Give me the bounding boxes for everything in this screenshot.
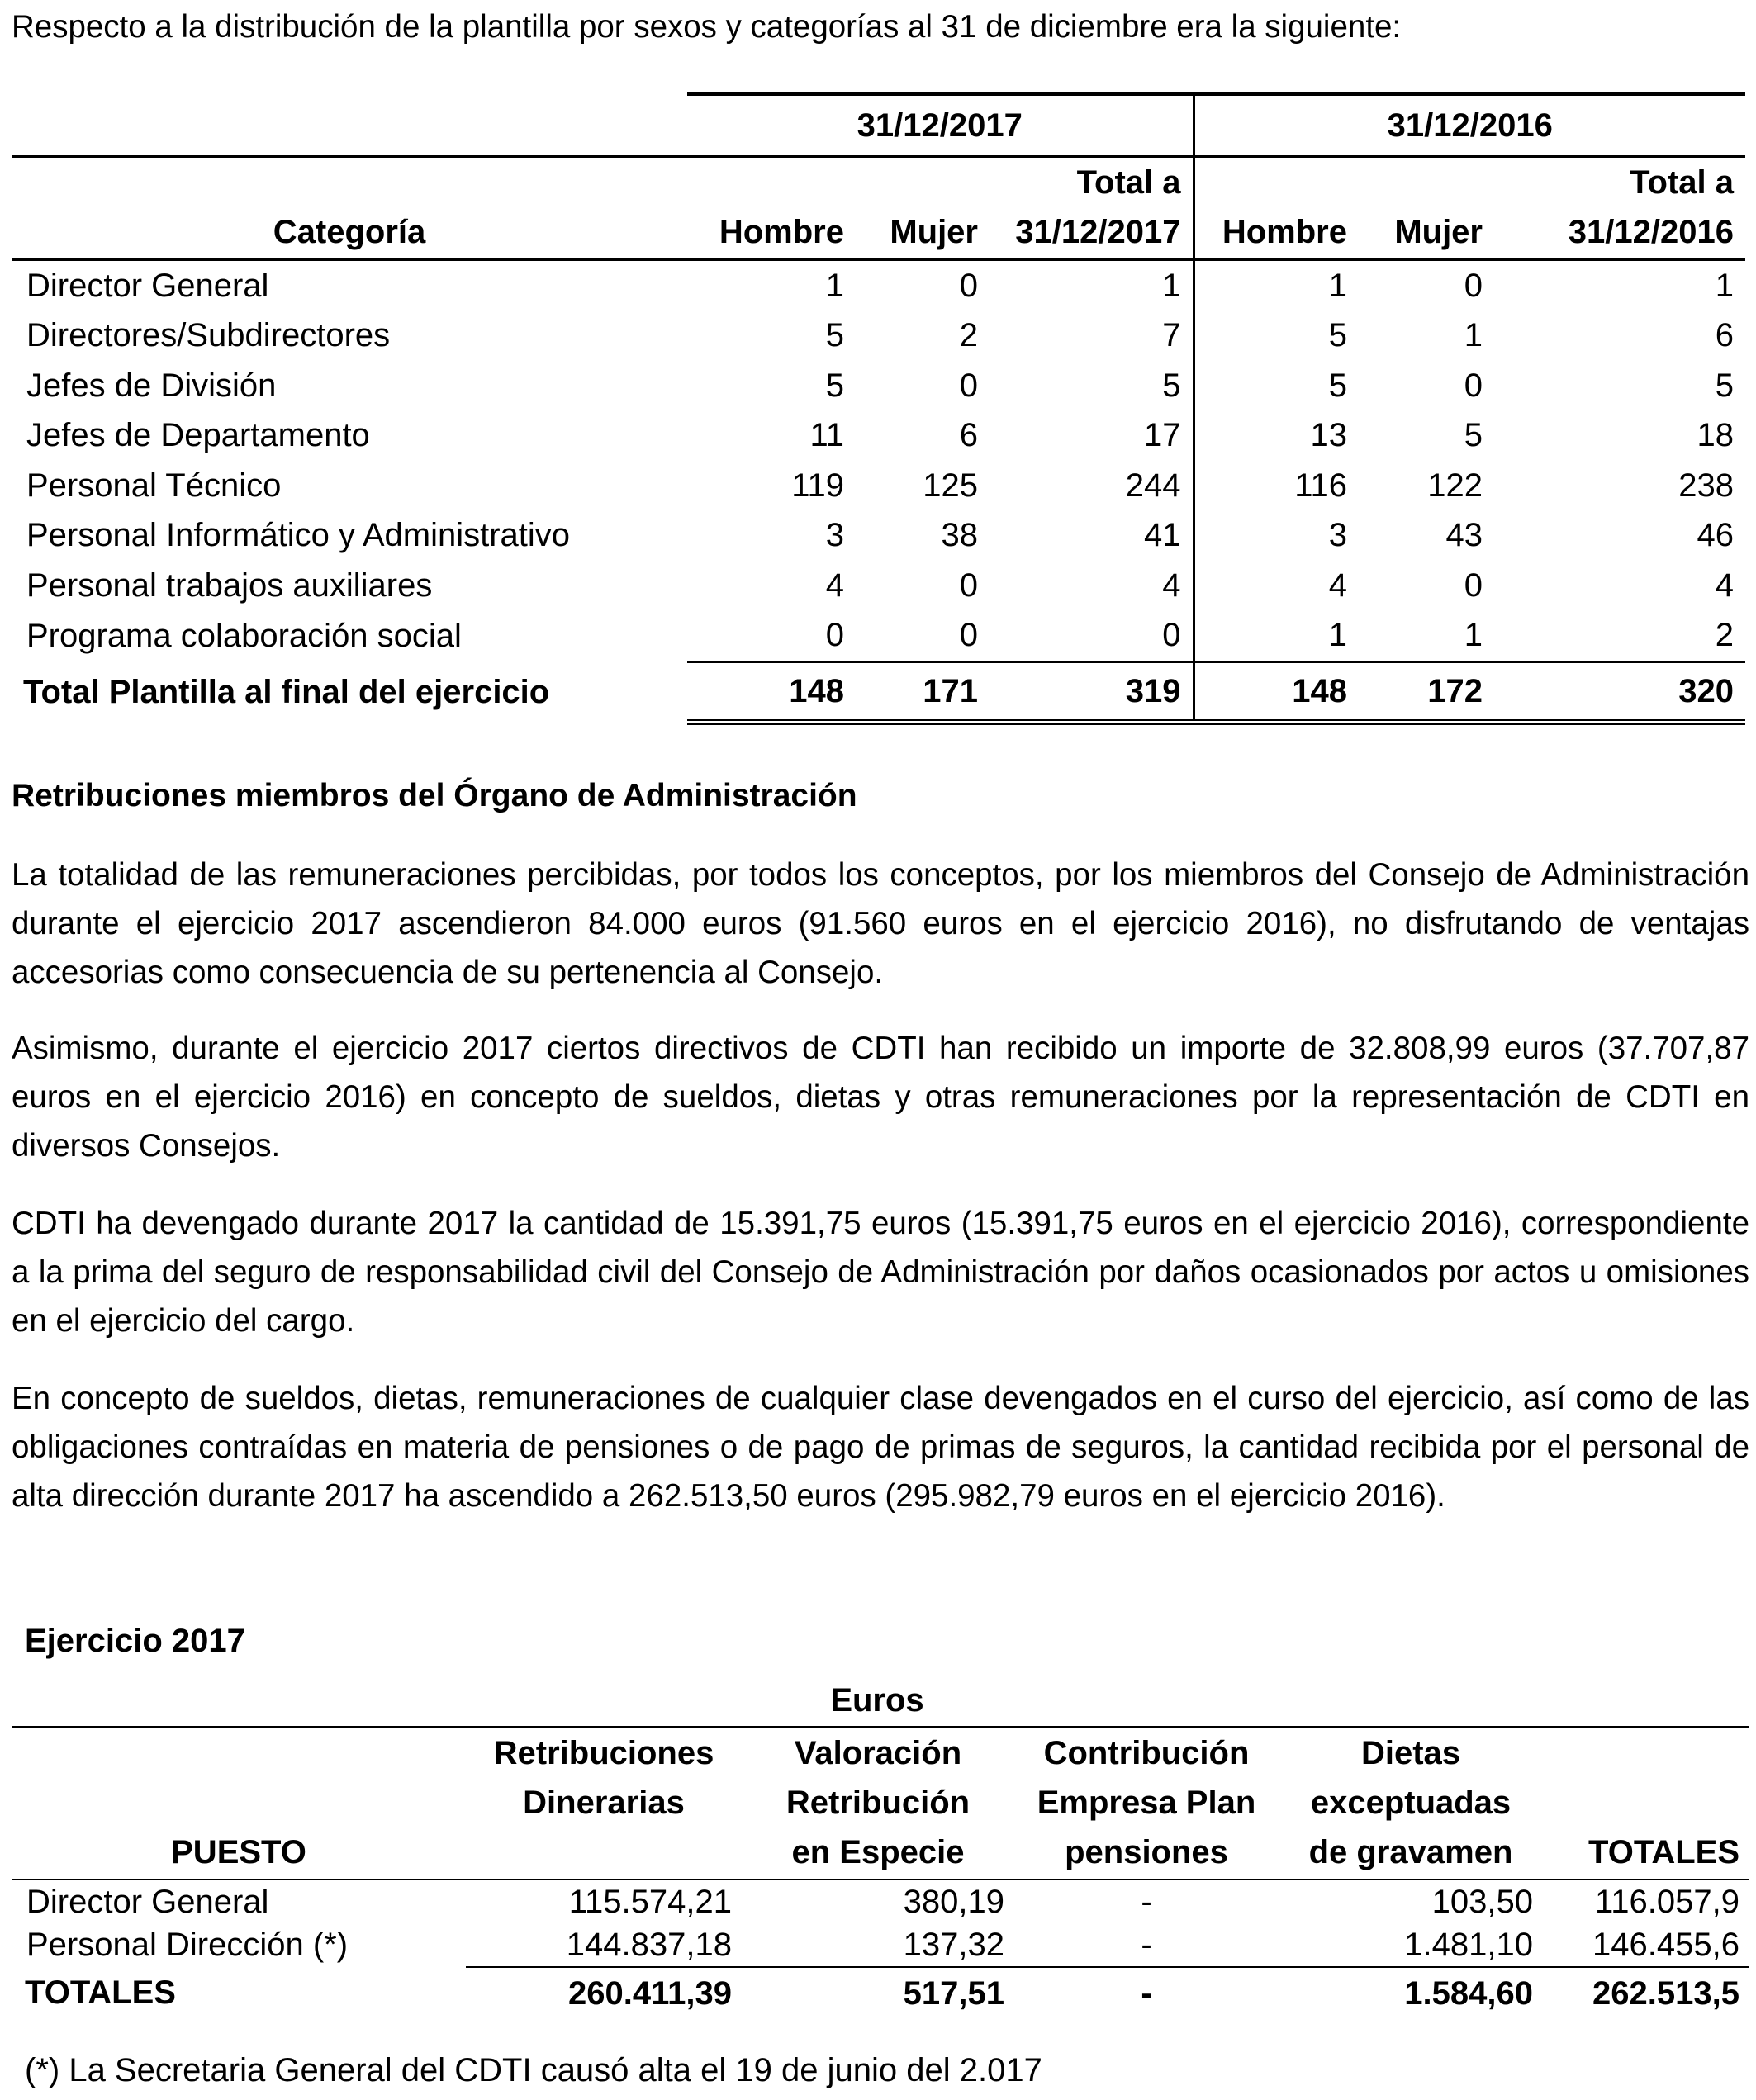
hombre-2017-header: Hombre	[687, 157, 856, 260]
ejercicio-title: Ejercicio 2017	[25, 1623, 245, 1659]
mujer-2017-header: Mujer	[856, 157, 990, 260]
puesto-header: PUESTO	[12, 1728, 466, 1880]
table-row: Director General 115.574,21 380,19 - 103,50 116.057,9	[26, 1883, 1739, 1920]
paragraph-1: La totalidad de las remuneraciones percibidas, por todos los conceptos, por los miembros del Consejo de Administración durante el ejercicio 2017 ascendieron 84.000 euros (91.560 euros en el ejercicio 2016), no disfrutando de ventajas accesorias como consecuencia de su pertenencia al Consejo.	[12, 857, 1749, 990]
year-header-row	[12, 94, 1745, 157]
section-title: Retribuciones miembros del Órgano de Administración	[12, 778, 857, 813]
total-row: Total Plantilla al final del ejercicio 148 171 319 148 172 320	[12, 662, 1745, 723]
staff-distribution-table	[12, 92, 1745, 725]
intro-text: Respecto a la distribución de la plantilla por sexos y categorías al 31 de diciembre era la siguiente:	[12, 9, 1402, 45]
euros-label: Euros	[12, 1675, 1749, 1728]
footnote: (*) La Secretaria General del CDTI causó alta el 19 de junio del 2.017	[25, 2052, 1042, 2088]
hombre-2016-header: Hombre	[1194, 157, 1359, 260]
paragraph-4: En concepto de sueldos, dietas, remuneraciones de cualquier clase devengados en el curso del ejercicio, así como de las obligaciones contraídas en materia de pensiones o de pago de primas de seguros, la cantidad recibida por el personal de alta dirección durante 2017 ha ascendido a 262.513,50 euros (295.982,79 euros en el ejercicio 2016).	[12, 1381, 1749, 1514]
totales-row: TOTALES 260.411,39 517,51 - 1.584,60 262.513,5	[25, 1974, 1739, 2012]
paragraph-3: CDTI ha devengado durante 2017 la cantidad de 15.391,75 euros (15.391,75 euros en el ejercicio 2016), correspondiente a la prima del seguro de responsabilidad civil del Consejo de Administración por daños ocasionados por actos u omisiones en el ejercicio del cargo.	[12, 1206, 1749, 1339]
paragraph-2: Asimismo, durante el ejercicio 2017 ciertos directivos de CDTI han recibido un importe de 32.808,99 euros (37.707,87 euros en el ejercicio 2016) en concepto de sueldos, dietas y otras remuneraciones por la representación de CDTI en diversos Consejos.	[12, 1031, 1749, 1164]
table-row: Personal trabajos auxiliares 4 0 4 4 0 4	[12, 561, 1745, 611]
euros-header-row	[12, 1675, 1749, 1728]
year-2017-header: 31/12/2017	[687, 94, 1194, 157]
retribuciones-header: Retribuciones Dinerarias	[466, 1728, 742, 1880]
table-row: Personal Técnico 119 125 244 116 122 238	[12, 461, 1745, 511]
management-pay-table	[12, 1675, 1749, 2019]
table-row: Jefes de Departamento 11 6 17 13 5 18	[12, 411, 1745, 462]
pay-column-header-row	[12, 1728, 1749, 1880]
valoracion-header: Valoración Retribución en Especie	[742, 1728, 1014, 1880]
table-row: Personal Dirección (*) 144.837,18 137,32 - 1.481,10 146.455,6	[12, 1923, 1749, 1967]
table-row: Directores/Subdirectores 5 2 7 5 1 6	[12, 311, 1745, 362]
contribucion-header: Contribución Empresa Plan pensiones	[1014, 1728, 1279, 1880]
table-row: Jefes de División 5 0 5 5 0 5	[12, 361, 1745, 411]
year-2016-header: 31/12/2016	[1194, 94, 1745, 157]
dietas-header: Dietas exceptuadas de gravamen	[1279, 1728, 1543, 1880]
table-row: Director General 1 0 1 1 0 1	[12, 260, 1745, 311]
totales-header: TOTALES	[1543, 1728, 1749, 1880]
category-header: Categoría	[12, 157, 687, 260]
table-row: Programa colaboración social 0 0 0 1 1 2	[12, 611, 1745, 662]
table-row: Personal Informático y Administrativo 3 38 41 3 43 46	[12, 511, 1745, 562]
total-2016-header: Total a 31/12/2016	[1494, 157, 1745, 260]
column-header-row	[12, 157, 1745, 260]
total-2017-header: Total a 31/12/2017	[990, 157, 1194, 260]
mujer-2016-header: Mujer	[1359, 157, 1494, 260]
